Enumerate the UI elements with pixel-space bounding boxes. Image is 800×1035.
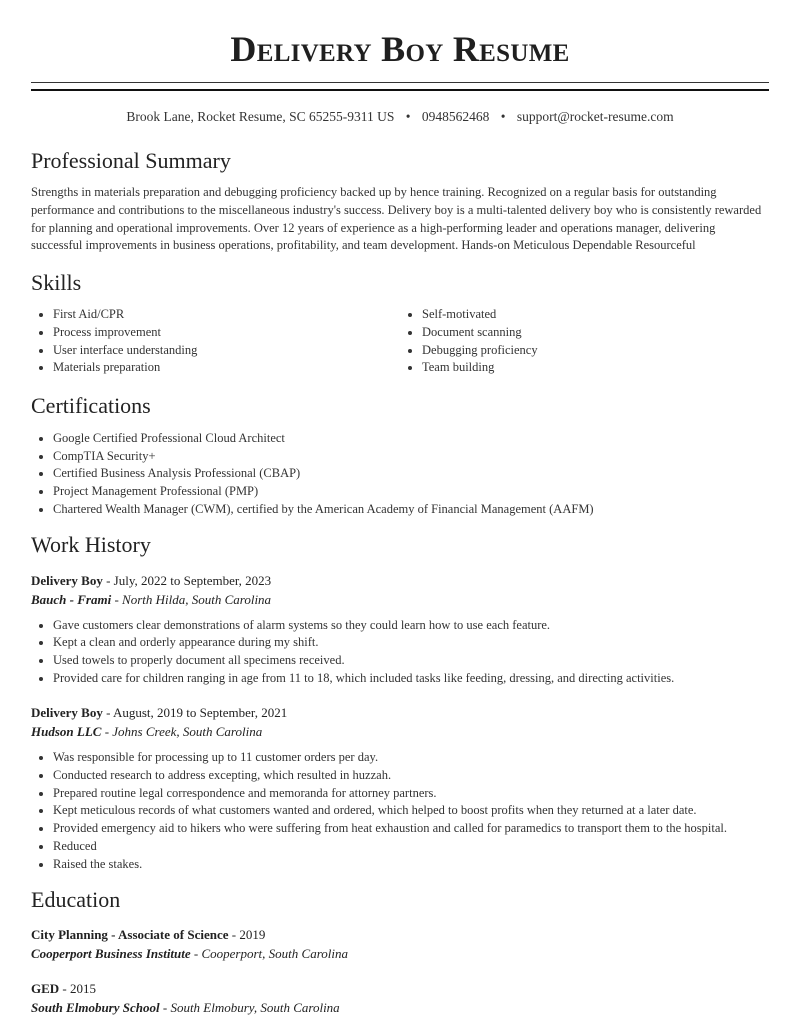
job-location: - North Hilda, South Carolina [111, 591, 272, 607]
job-dates: - July, 2022 to September, 2023 [102, 572, 272, 588]
job-dates: - August, 2019 to September, 2021 [102, 705, 288, 721]
education-section [31, 886, 769, 1017]
skill-item: • Debugging proficiency [422, 342, 769, 360]
certification-item: • Google Certified Professional Cloud Architect [53, 430, 769, 448]
job-title-line [31, 571, 769, 590]
certifications-list [31, 430, 769, 519]
job-duty: • Provided emergency aid to hikers who were suffering from heat exhaustion and called for paramedics to transport them to the hospital. [53, 820, 769, 838]
degree: City Planning - Associate of Science [31, 927, 229, 943]
job-duty: • Reduced [53, 838, 769, 856]
job-duty: • Prepared routine legal correspondence and memoranda for attorney partners. [53, 785, 769, 803]
school-location: - Cooperport, South Carolina [190, 946, 348, 962]
work-history-heading: Work History [31, 531, 151, 557]
contact-address: Brook Lane, Rocket Resume, SC 65255-9311 US [126, 109, 395, 124]
education-entry [31, 979, 769, 1017]
skill-item: • Document scanning [422, 324, 769, 342]
education-entry [31, 925, 769, 963]
graduation-year: - 2019 [228, 927, 266, 943]
title-double-rule [31, 82, 769, 91]
school-name: Cooperport Business Institute [31, 946, 191, 962]
job-duty: • Gave customers clear demonstrations of alarm systems so they could learn how to use each feature. [53, 617, 769, 635]
job-duty: • Provided care for children ranging in age from 11 to 18, which included tasks like feeding, dressing, and directing activities. [53, 670, 769, 688]
job-duties-list [31, 617, 769, 688]
degree-line [31, 925, 769, 944]
certifications-heading: Certifications [31, 393, 151, 418]
job-duties-list [31, 749, 769, 873]
school-location: - South Elmobury, South Carolina [159, 1000, 340, 1016]
job-entry [31, 703, 769, 873]
summary-heading: Professional Summary [31, 148, 231, 173]
skills-right-column [400, 306, 769, 377]
job-duty: • Was responsible for processing up to 11 customer orders per day. [53, 749, 769, 767]
job-title: Delivery Boy [31, 572, 103, 588]
contact-email: support@rocket-resume.com [516, 109, 674, 124]
certification-item: • CompTIA Security+ [53, 448, 769, 466]
summary-text: Strengths in materials preparation and debugging proficiency backed up by hence training. Recognized on a regular basis for outstanding performance and contributions to the miscellaneous industry's success. Delivery boy is a multi-talented delivery boy who is consistently rewarded for planning and operational improvements. Over 12 years of experience as a high-performing leader and operations manager, delivering successful improvements in business operations, profitability, and team development. Hands-on Meticulous Dependable Resourceful [31, 185, 762, 253]
job-company-line [31, 590, 769, 609]
skills-left-column [31, 306, 400, 377]
school-line [31, 944, 769, 963]
work-history-section [31, 531, 769, 874]
job-title: Delivery Boy [31, 705, 103, 721]
contact-phone: 0948562468 [421, 109, 490, 124]
job-duty: • Used towels to properly document all specimens received. [53, 652, 769, 670]
bullet-separator: • [405, 109, 411, 124]
job-title-line [31, 703, 769, 722]
job-duty: • Conducted research to address excepting, which resulted in huzzah. [53, 767, 769, 785]
certification-item: • Certified Business Analysis Professional (CBAP) [53, 465, 769, 483]
skills-section [31, 269, 769, 377]
summary-section [31, 147, 769, 255]
skill-item: • Process improvement [53, 324, 400, 342]
skill-item: • Materials preparation [53, 359, 400, 377]
job-duty: • Kept a clean and orderly appearance during my shift. [53, 634, 769, 652]
skills-heading: Skills [31, 270, 82, 296]
job-duty: • Kept meticulous records of what customers wanted and ordered, which helped to boost profits when they returned at a later date. [53, 802, 769, 820]
job-company: Hudson LLC [31, 724, 102, 740]
degree-line [31, 979, 769, 998]
certification-item: • Chartered Wealth Manager (CWM), certified by the American Academy of Financial Management (AAFM) [53, 501, 769, 519]
job-company-line [31, 722, 769, 741]
contact-line [31, 108, 769, 126]
skill-item: • Self-motivated [422, 306, 769, 324]
skills-grid [31, 306, 769, 377]
job-duty: • Raised the stakes. [53, 856, 769, 874]
bullet-separator: • [500, 109, 506, 124]
degree: GED [31, 981, 60, 997]
education-heading: Education [31, 887, 121, 913]
job-entry [31, 571, 769, 688]
certifications-section [31, 392, 769, 519]
skill-item: • Team building [422, 359, 769, 377]
skill-item: • User interface understanding [53, 342, 400, 360]
resume-title: Delivery Boy Resume [230, 29, 570, 69]
certification-item: • Project Management Professional (PMP) [53, 483, 769, 501]
skill-item: • First Aid/CPR [53, 306, 400, 324]
graduation-year: - 2015 [59, 981, 97, 997]
school-line [31, 998, 769, 1017]
job-company: Bauch - Frami [31, 591, 112, 607]
job-location: - Johns Creek, South Carolina [101, 724, 263, 740]
school-name: South Elmobury School [31, 1000, 160, 1016]
